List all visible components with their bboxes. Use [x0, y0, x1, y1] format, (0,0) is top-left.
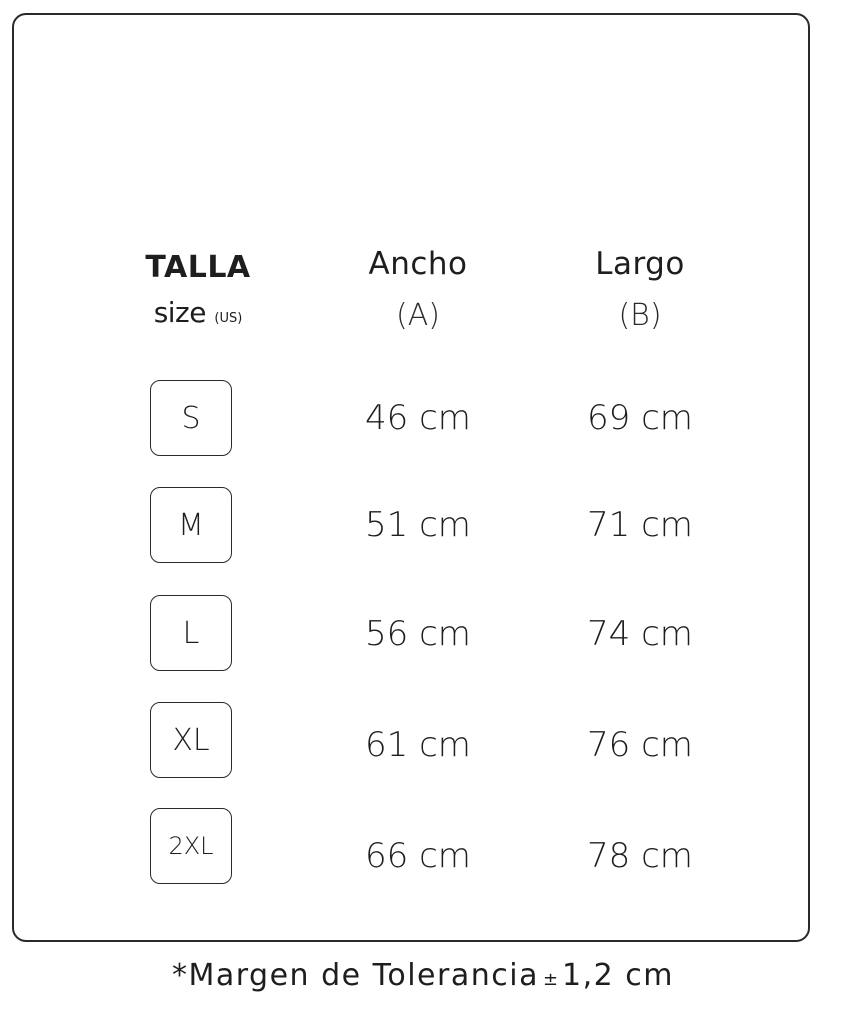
size-button-s[interactable]: S: [150, 380, 232, 456]
header-ancho: Ancho: [368, 246, 468, 282]
ancho-value: 51 cm: [365, 505, 471, 545]
ancho-value: 56 cm: [365, 614, 471, 654]
header-size-unit: (US): [214, 311, 243, 326]
plus-minus-symbol: ±: [542, 969, 559, 990]
header-ancho-sub: (A): [396, 298, 440, 333]
ancho-value: 66 cm: [365, 836, 471, 876]
footnote-prefix: *Margen de Tolerancia: [171, 958, 539, 993]
header-largo: Largo: [595, 246, 685, 282]
header-size: [118, 296, 278, 329]
header-size-label: size: [153, 296, 206, 329]
size-chart-card: [12, 13, 810, 942]
ancho-value: 61 cm: [365, 725, 471, 765]
largo-value: 74 cm: [587, 614, 693, 654]
ancho-value: 46 cm: [365, 398, 471, 438]
tolerance-footnote: [0, 958, 846, 993]
header-talla: TALLA: [145, 250, 251, 285]
size-button-2xl[interactable]: 2XL: [150, 808, 232, 884]
largo-value: 76 cm: [587, 725, 693, 765]
header-largo-sub: (B): [618, 298, 662, 333]
largo-value: 78 cm: [587, 836, 693, 876]
size-button-l[interactable]: L: [150, 595, 232, 671]
size-button-xl[interactable]: XL: [150, 702, 232, 778]
largo-value: 69 cm: [587, 398, 693, 438]
footnote-value: 1,2 cm: [562, 958, 675, 993]
size-button-m[interactable]: M: [150, 487, 232, 563]
largo-value: 71 cm: [587, 505, 693, 545]
